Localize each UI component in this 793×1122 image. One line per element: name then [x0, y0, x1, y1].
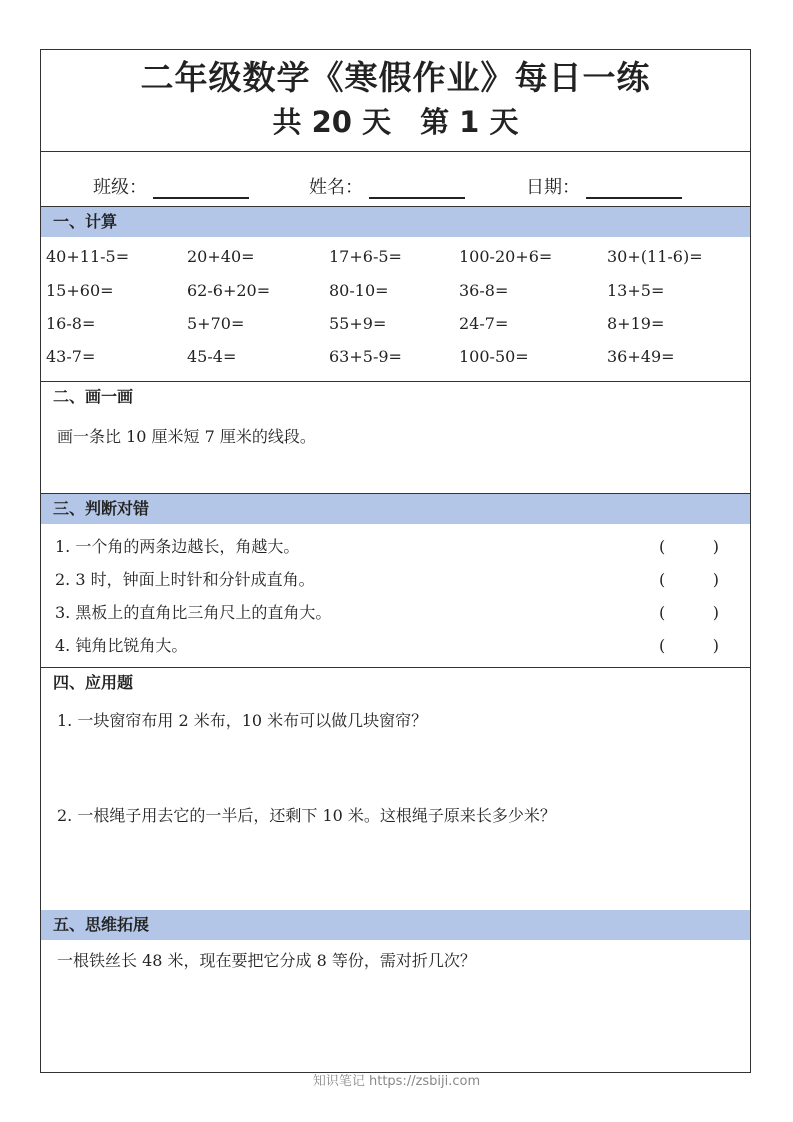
- class-label: 班级：: [93, 177, 147, 198]
- calc-item: 80-10=: [329, 281, 389, 300]
- apply-question-2: 2. 一根绳子用去它的一半后，还剩下 10 米。这根绳子原来长多少米？: [57, 806, 556, 825]
- calc-item: 30+(11-6)=: [607, 247, 703, 266]
- calc-item: 24-7=: [459, 314, 509, 333]
- section-header-apply: 四、应用题: [53, 673, 134, 692]
- calc-item: 55+9=: [329, 314, 387, 333]
- page-subtitle: 共 20 天 第 1 天: [272, 105, 519, 139]
- calc-item: 62-6+20=: [187, 281, 271, 300]
- judge-item-text: 3. 黑板上的直角比三角尺上的直角大。: [55, 603, 332, 622]
- calc-item: 63+5-9=: [329, 347, 402, 366]
- calc-item: 100-20+6=: [459, 247, 553, 266]
- worksheet: [40, 49, 751, 1073]
- apply-question-1: 1. 一块窗帘布用 2 米布，10 米布可以做几块窗帘？: [57, 711, 428, 730]
- calc-item: 40+11-5=: [46, 247, 130, 266]
- section-header-think: 五、思维拓展: [41, 910, 750, 940]
- answer-parentheses[interactable]: ( ): [659, 537, 719, 556]
- calc-item: 16-8=: [46, 314, 96, 333]
- calc-item: 45-4=: [187, 347, 237, 366]
- calc-item: 13+5=: [607, 281, 665, 300]
- answer-parentheses[interactable]: ( ): [659, 603, 719, 622]
- judge-item: [41, 629, 750, 662]
- draw-question: 画一条比 10 厘米短 7 厘米的线段。: [57, 427, 316, 446]
- title-block: [41, 50, 750, 152]
- section-think: [41, 940, 750, 1077]
- calc-item: 8+19=: [607, 314, 665, 333]
- judge-item: [41, 596, 750, 629]
- calc-grid: [41, 237, 750, 382]
- page-title: 二年级数学《寒假作业》每日一练: [140, 58, 651, 97]
- calc-item: 43-7=: [46, 347, 96, 366]
- calc-item: 20+40=: [187, 247, 255, 266]
- judge-item: [41, 530, 750, 563]
- date-label: 日期：: [526, 177, 580, 198]
- student-info-row: [41, 152, 750, 207]
- answer-parentheses[interactable]: ( ): [659, 570, 719, 589]
- judge-item: [41, 563, 750, 596]
- calc-item: 15+60=: [46, 281, 114, 300]
- name-field[interactable]: [309, 173, 465, 199]
- answer-parentheses[interactable]: ( ): [659, 636, 719, 655]
- calc-item: 100-50=: [459, 347, 529, 366]
- section-header-calc: 一、计算: [41, 207, 750, 237]
- date-blank[interactable]: [586, 175, 682, 199]
- judge-item-text: 1. 一个角的两条边越长，角越大。: [55, 537, 300, 556]
- section-draw: [41, 382, 750, 494]
- name-label: 姓名：: [309, 177, 363, 198]
- calc-item: 36+49=: [607, 347, 675, 366]
- think-question: 一根铁丝长 48 米，现在要把它分成 8 等份，需对折几次？: [57, 951, 476, 970]
- judge-item-text: 4. 钝角比锐角大。: [55, 636, 188, 655]
- judge-item-text: 2. 3 时，钟面上时针和分针成直角。: [55, 570, 315, 589]
- name-blank[interactable]: [369, 175, 465, 199]
- calc-item: 5+70=: [187, 314, 245, 333]
- date-field[interactable]: [526, 173, 682, 199]
- section-judge: [41, 524, 750, 668]
- calc-item: 17+6-5=: [329, 247, 402, 266]
- footer-watermark: 知识笔记 https://zsbiji.com: [312, 1074, 481, 1089]
- class-blank[interactable]: [153, 175, 249, 199]
- calc-item: 36-8=: [459, 281, 509, 300]
- section-header-draw: 二、画一画: [53, 387, 134, 406]
- section-apply: [41, 668, 750, 910]
- class-field[interactable]: [93, 173, 249, 199]
- section-header-judge: 三、判断对错: [41, 494, 750, 524]
